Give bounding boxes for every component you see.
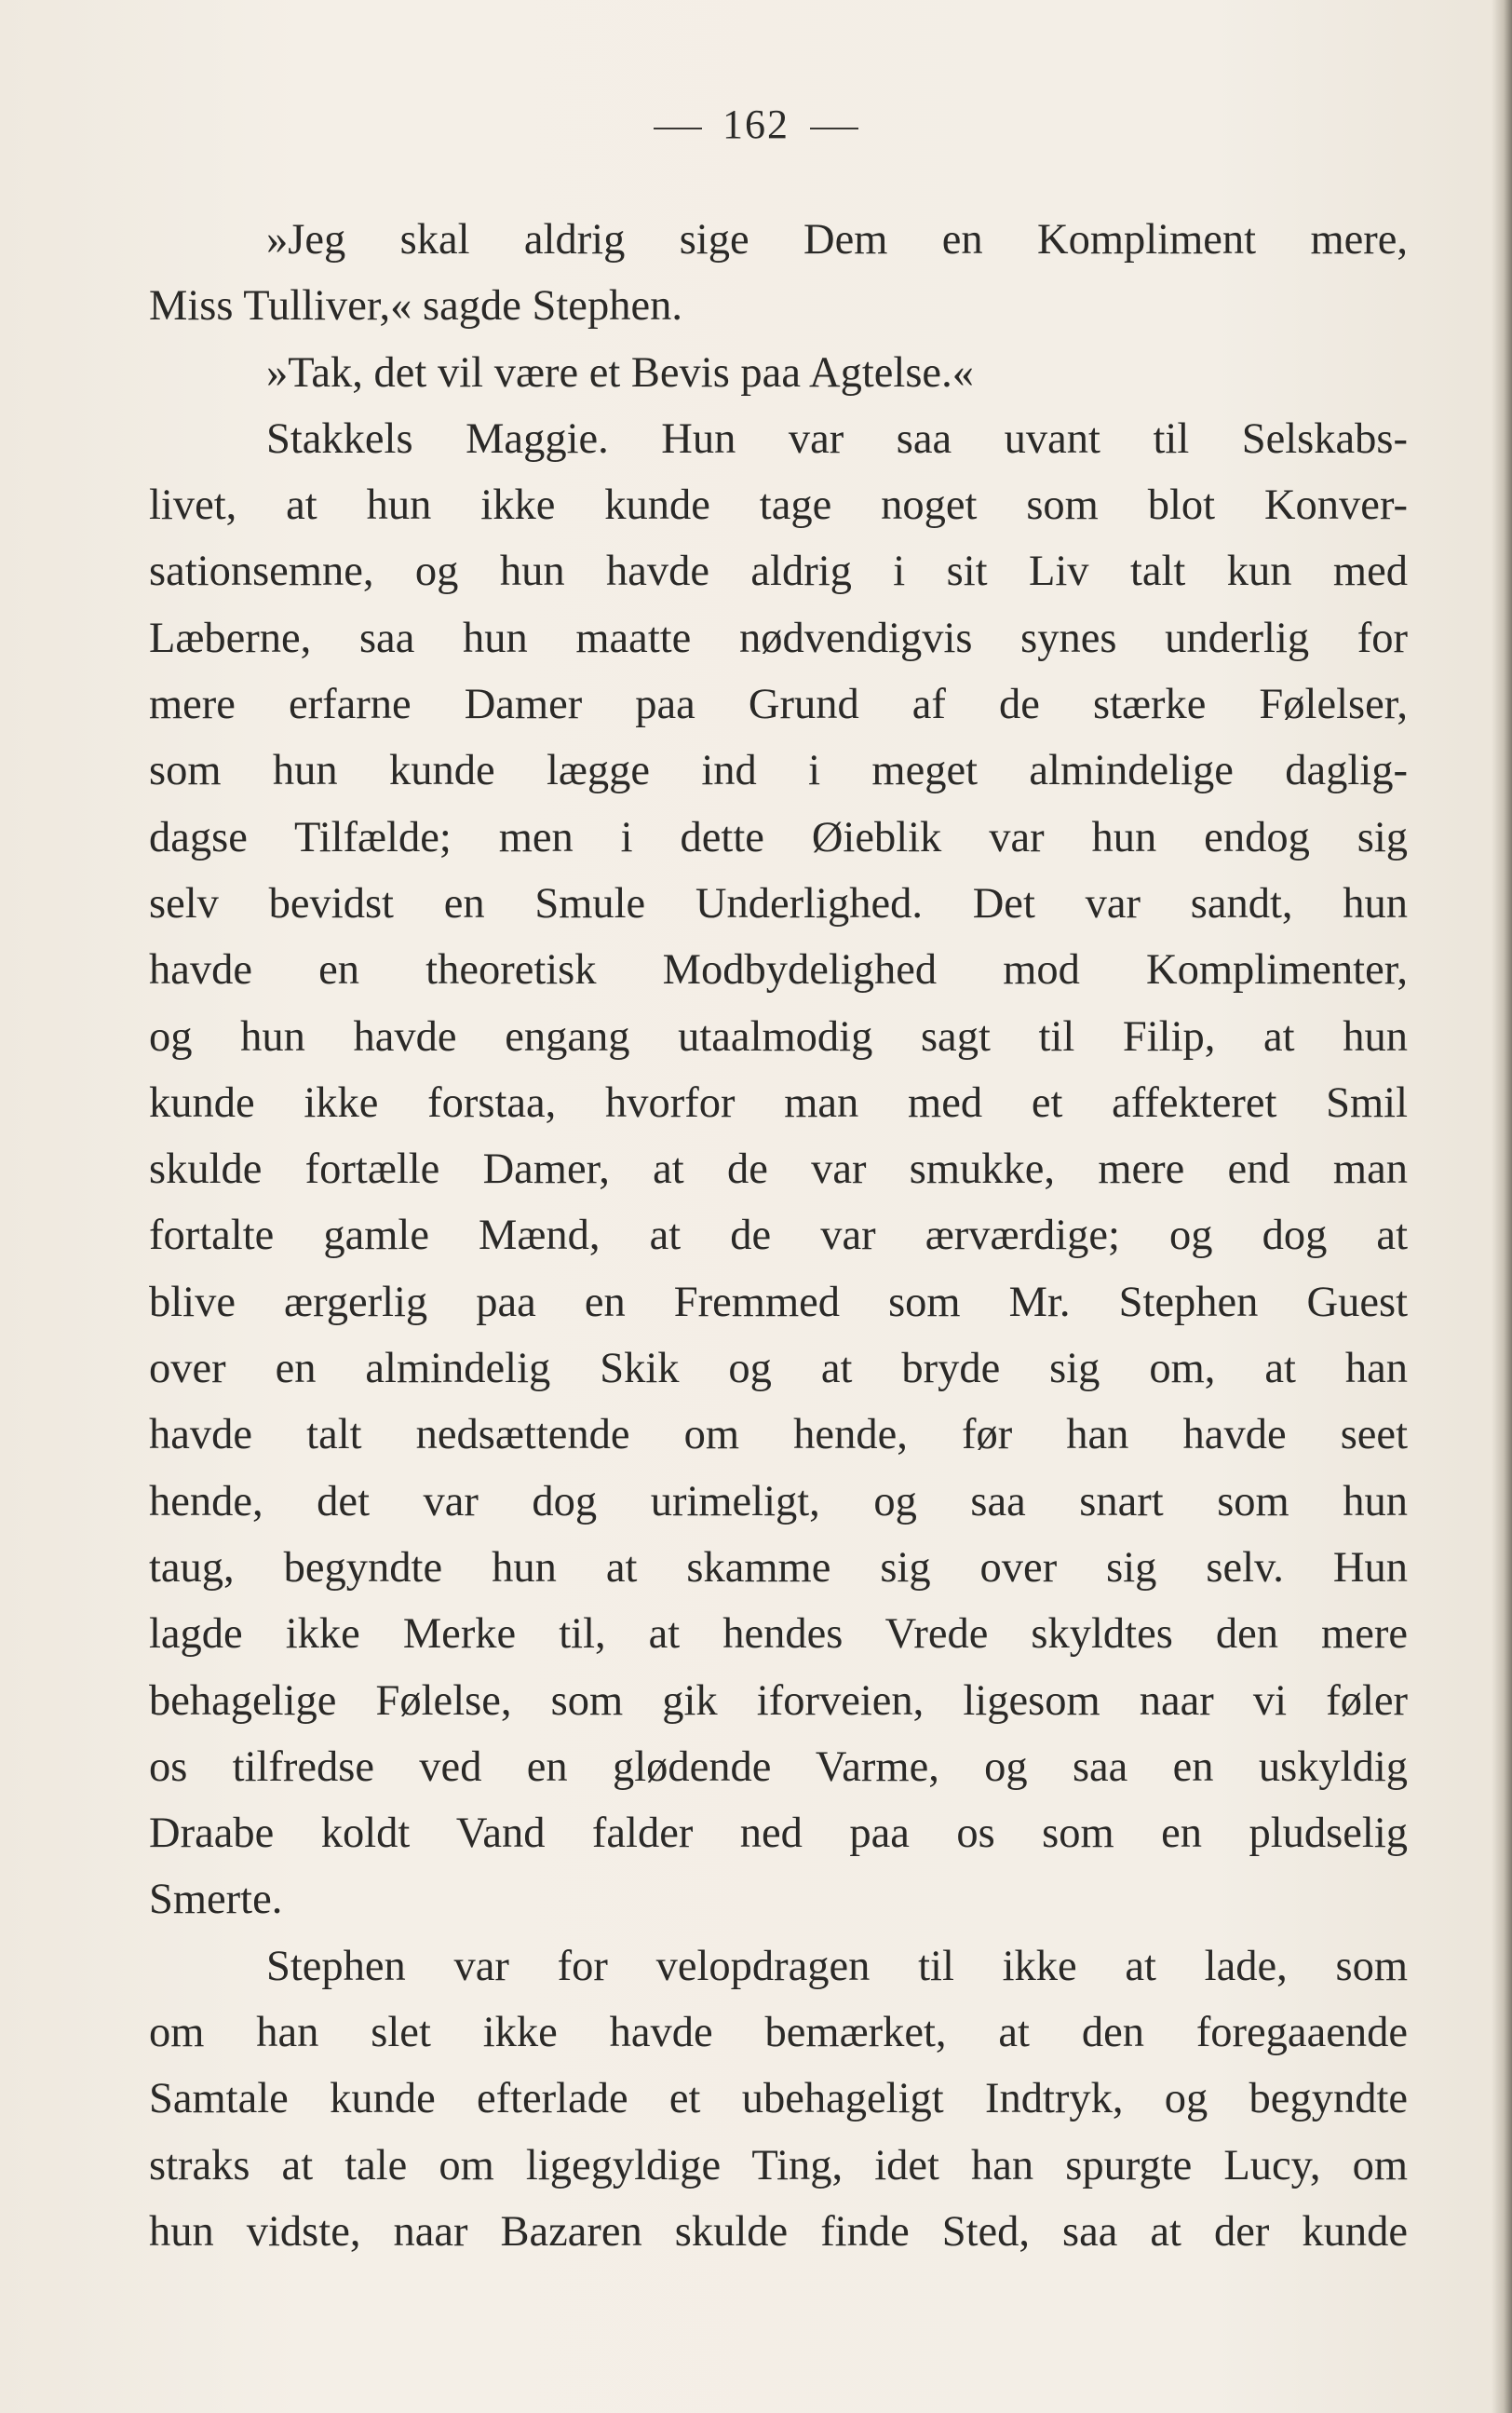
text-line: blive ærgerlig paa en Fremmed som Mr. Stephen Guest <box>149 1278 1408 1326</box>
text-line: mere erfarne Damer paa Grund af de stærke Følelser, <box>149 681 1408 729</box>
text-line: sationsemne, og hun havde aldrig i sit Liv talt kun med <box>149 548 1408 596</box>
text-line: fortalte gamle Mænd, at de var ærværdige; og dog at <box>149 1212 1408 1260</box>
text-line: havde talt nedsættende om hende, før han havde seet <box>149 1411 1408 1459</box>
text-line: hende, det var dog urimeligt, og saa snart som hun <box>149 1477 1408 1525</box>
text-line: os tilfredse ved en glødende Varme, og saa en uskyldig <box>149 1742 1408 1791</box>
text-line: selv bevidst en Smule Underlighed. Det var sandt, hun <box>149 879 1408 928</box>
text-line: som hun kunde lægge ind i meget almindelige daglig- <box>149 747 1408 795</box>
text-line: Draabe koldt Vand falder ned paa os som en pludselig <box>149 1810 1408 1858</box>
text-line: livet, at hun ikke kunde tage noget som blot Konver- <box>149 481 1408 530</box>
text-line: hun vidste, naar Bazaren skulde finde Sted, saa at der kunde <box>149 2207 1408 2256</box>
text-line: »Jeg skal aldrig sige Dem en Kompliment mere, <box>266 216 1408 264</box>
text-line: om han slet ikke havde bemærket, at den foregaaende <box>149 2009 1408 2057</box>
text-line: behagelige Følelse, som gik iforveien, ligesom naar vi føler <box>149 1676 1408 1725</box>
text-line: dagse Tilfælde; men i dette Øieblik var hun endog sig <box>149 813 1408 861</box>
text-line: Læberne, saa hun maatte nødvendigvis synes underlig for <box>149 614 1408 662</box>
text-line: lagde ikke Merke til, at hendes Vrede skyldtes den mere <box>149 1610 1408 1659</box>
text-line: havde en theoretisk Modbydelighed mod Komplimenter, <box>149 946 1408 995</box>
text-line: straks at tale om ligegyldige Ting, idet han spurgte Lucy, om <box>149 2141 1408 2189</box>
header-dash-right <box>810 128 858 129</box>
text-line: og hun havde engang utaalmodig sagt til Filip, at hun <box>149 1012 1408 1061</box>
text-line: Stephen var for velopdragen til ikke at lade, som <box>266 1942 1408 1990</box>
page-edge-shadow <box>1492 0 1512 2413</box>
text-line: »Tak, det vil være et Bevis paa Agtelse.« <box>266 348 974 397</box>
page-header <box>0 101 1512 148</box>
header-dash-left <box>654 128 702 129</box>
text-line: over en almindelig Skik og at bryde sig om, at han <box>149 1345 1408 1393</box>
text-line: taug, begyndte hun at skamme sig over sig selv. Hun <box>149 1543 1408 1592</box>
text-line: Stakkels Maggie. Hun var saa uvant til Selskabs- <box>266 414 1408 463</box>
text-line: Miss Tulliver,« sagde Stephen. <box>149 282 682 331</box>
text-line: Samtale kunde efterlade et ubehageligt Indtryk, og begyndte <box>149 2075 1408 2123</box>
page-number: 162 <box>722 102 790 147</box>
text-line: skulde fortælle Damer, at de var smukke, mere end man <box>149 1145 1408 1194</box>
body-text <box>149 207 1408 2265</box>
text-line: kunde ikke forstaa, hvorfor man med et affekteret Smil <box>149 1078 1408 1127</box>
text-line: Smerte. <box>149 1876 283 1924</box>
